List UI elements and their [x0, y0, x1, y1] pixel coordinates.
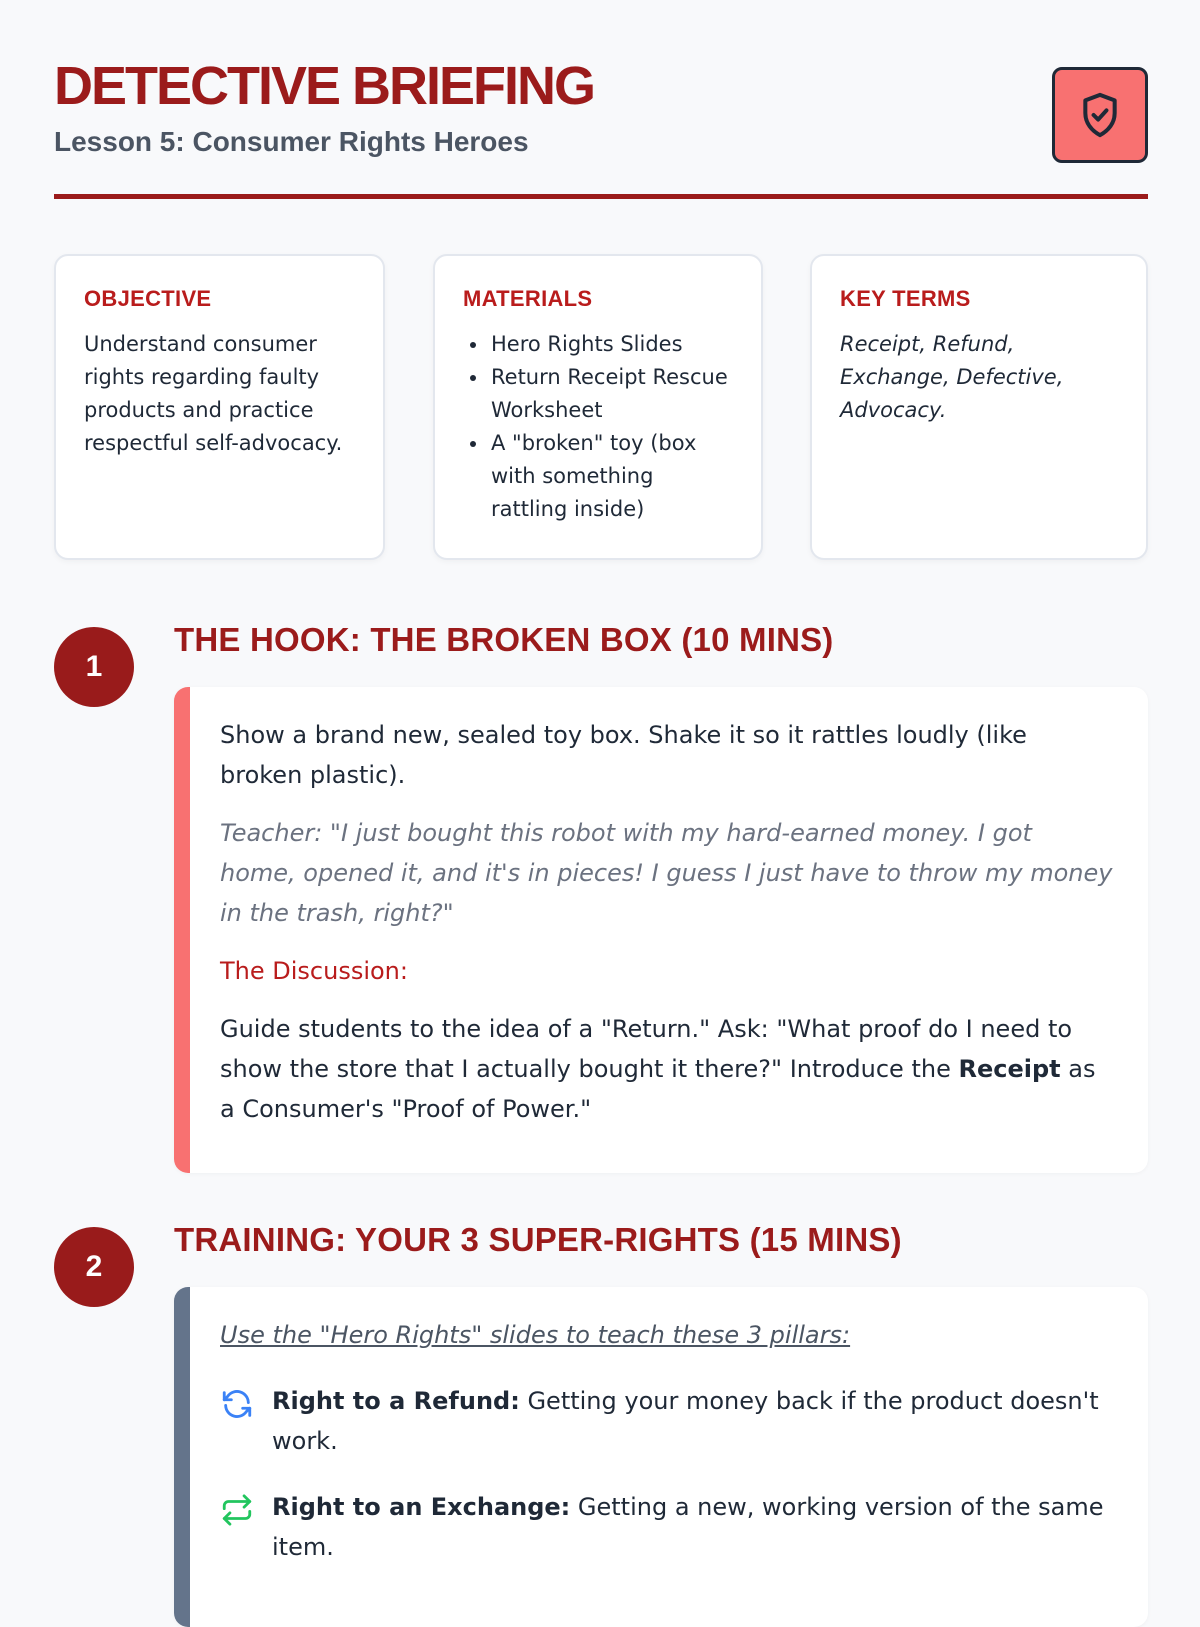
- right-item-refund: [220, 1381, 1114, 1461]
- receipt-term: Receipt: [958, 1055, 1061, 1083]
- right-text: [272, 1381, 1114, 1461]
- discussion-label: The Discussion:: [220, 957, 408, 985]
- hook-intro: Show a brand new, sealed toy box. Shake it so it rattles loudly (like broken plastic).: [220, 721, 1027, 789]
- info-cards: [54, 254, 1148, 560]
- key-terms-card: [810, 254, 1148, 560]
- materials-card: [433, 254, 763, 560]
- lesson-page: [54, 0, 1148, 1561]
- materials-item: • Return Receipt Rescue Worksheet: [489, 361, 735, 427]
- objective-text: Understand consumer rights regarding faulty products and practice respectful self-advocacy.: [84, 332, 343, 455]
- section-title: THE HOOK: THE BROKEN BOX (10 MINS): [174, 621, 834, 658]
- training-lead: Use the "Hero Rights" slides to teach these 3 pillars:: [220, 1321, 851, 1349]
- exchange-icon: [220, 1493, 254, 1527]
- materials-heading: MATERIALS: [463, 286, 593, 311]
- right-label: Right to a Refund:: [272, 1387, 520, 1415]
- key-terms-text: Receipt, Refund, Exchange, Defective, Advocacy.: [840, 332, 1064, 422]
- materials-item: • A "broken" toy (box with something rattling inside): [489, 427, 735, 526]
- header-divider: [54, 194, 1148, 199]
- page-subtitle: Lesson 5: Consumer Rights Heroes: [54, 126, 529, 157]
- key-terms-heading: KEY TERMS: [840, 286, 971, 311]
- shield-check-icon: [1078, 91, 1122, 139]
- shield-badge: [1052, 67, 1148, 163]
- discussion-text: [220, 1009, 1114, 1129]
- training-panel: [174, 1287, 1148, 1627]
- section-title: TRAINING: YOUR 3 SUPER-RIGHTS (15 MINS): [174, 1221, 902, 1258]
- discussion-text-end: as a Consumer's "Proof of Power.": [220, 1055, 1096, 1123]
- right-text: [272, 1487, 1114, 1567]
- step-number: 1: [54, 627, 134, 707]
- objective-card: [54, 254, 385, 560]
- materials-item: • Hero Rights Slides: [489, 328, 735, 361]
- discussion-text-start: Guide students to the idea of a "Return." Ask: "What proof do I need to show the store that I actually bought it there?" Introduce the: [220, 1015, 1073, 1083]
- refresh-icon: [220, 1387, 254, 1421]
- hook-panel: [174, 687, 1148, 1173]
- header: [54, 0, 1148, 200]
- step-number: 2: [54, 1227, 134, 1307]
- right-desc: Getting your money back if the product doesn't work.: [272, 1387, 1099, 1455]
- right-label: Right to an Exchange:: [272, 1493, 571, 1521]
- teacher-quote: Teacher: "I just bought this robot with my hard-earned money. I got home, opened it, and it's in pieces! I guess I just have to throw my money in the trash, right?": [220, 819, 1113, 927]
- objective-heading: OBJECTIVE: [84, 286, 212, 311]
- materials-list: [463, 328, 735, 526]
- right-item-exchange: [220, 1487, 1114, 1567]
- right-desc: Getting a new, working version of the same item.: [272, 1493, 1104, 1561]
- page-title: DETECTIVE BRIEFING: [54, 56, 595, 116]
